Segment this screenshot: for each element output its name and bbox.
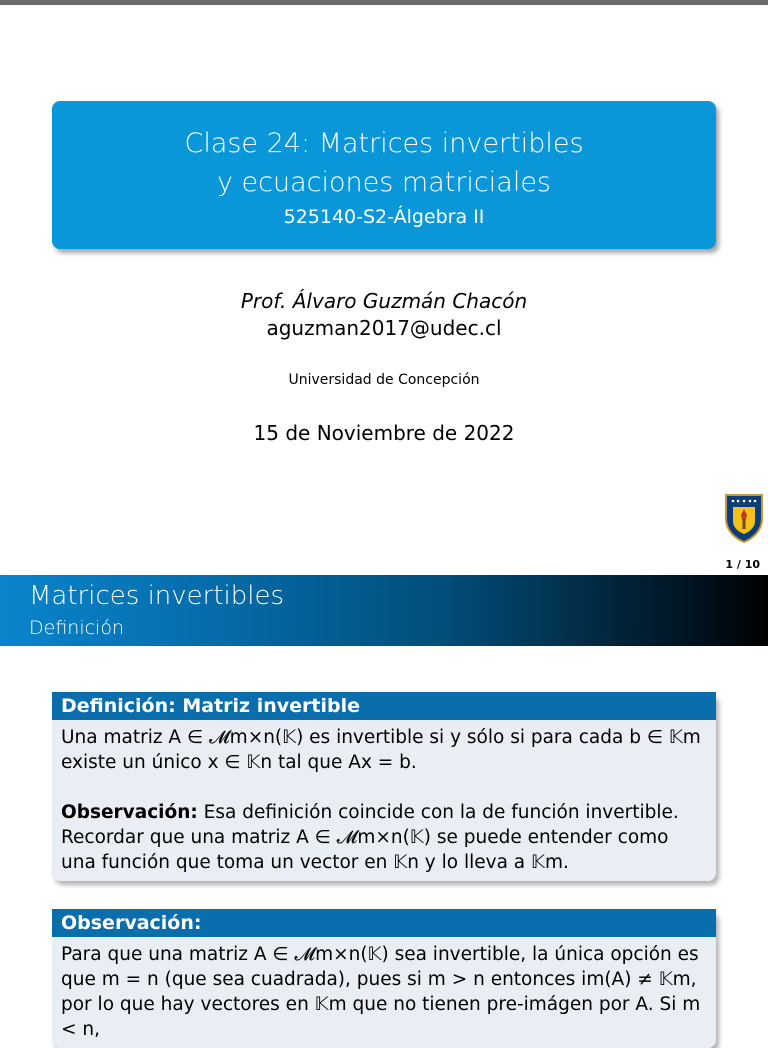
title-line-2: y ecuaciones matriciales	[216, 167, 552, 198]
definition-block	[52, 692, 716, 881]
observation-text: Esa definición coincide con la de función invertible. Recordar que una matriz A ∈ 𝓜m×n(𝕂) se puede entender como una función que toma un vector en 𝕂n y lo lleva a 𝕂m.	[61, 802, 679, 873]
page-number: 1 / 10	[725, 558, 760, 571]
frame-header	[0, 575, 768, 646]
definition-block-title: Definición: Matriz invertible	[52, 692, 716, 720]
title-line-1: Clase 24: Matrices invertibles	[184, 128, 584, 159]
observation-block-body	[52, 937, 716, 1048]
definition-block-body	[52, 720, 716, 881]
frame-title: Matrices invertibles	[29, 581, 285, 611]
observation-label: Observación:	[61, 802, 198, 823]
author: Prof. Álvaro Guzmán Chacón	[240, 289, 528, 313]
definition-text: Una matriz A ∈ 𝓜m×n(𝕂) es invertible si y sólo si para cada b ∈ 𝕂m existe un único x ∈ 𝕂n tal que Ax = b.	[61, 727, 701, 773]
observation-block	[52, 909, 716, 1048]
course-subtitle: 525140-S2-Álgebra II	[283, 206, 485, 228]
observation-block-text: Para que una matriz A ∈ 𝓜m×n(𝕂) sea invertible, la única opción es que m = n (que sea cuadrada), pues si m > n entonces im(A) ≠ 𝕂m, por lo que hay vectores en 𝕂m que no tienen pre-imágen por A. Si m < n,	[61, 944, 701, 1040]
university: Universidad de Concepción	[288, 372, 480, 388]
date: 15 de Noviembre de 2022	[253, 421, 515, 445]
top-rule	[0, 0, 768, 5]
observation-paragraph	[61, 800, 707, 875]
content-slide	[0, 575, 768, 1040]
university-crest-icon	[724, 491, 764, 543]
title-box	[52, 101, 716, 249]
observation-block-title: Observación:	[52, 909, 716, 937]
frame-subtitle: Definición	[29, 617, 124, 639]
email: aguzman2017@udec.cl	[266, 316, 502, 340]
